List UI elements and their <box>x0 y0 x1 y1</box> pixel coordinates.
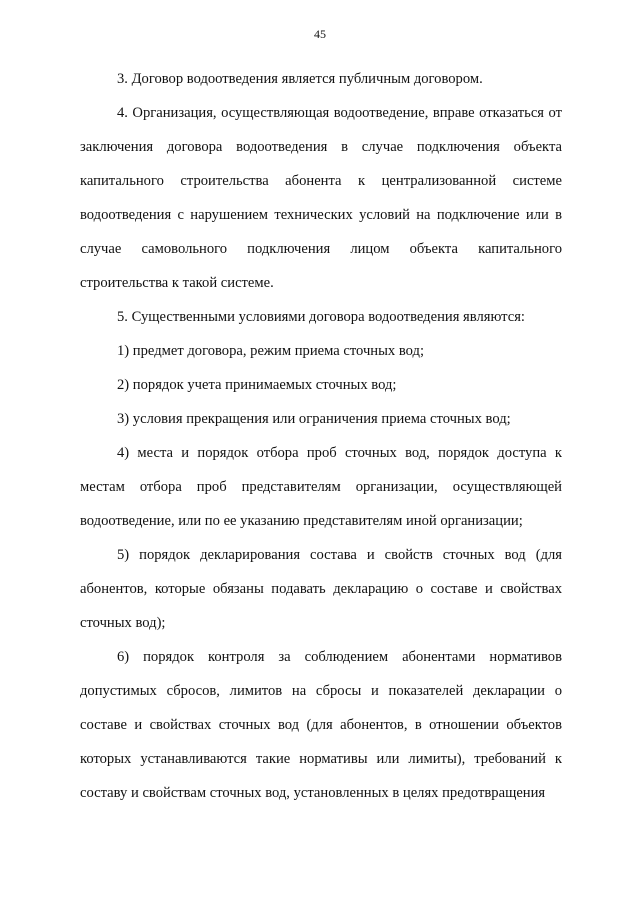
list-item-subject: 1) предмет договора, режим приема сточных вод; <box>117 343 424 359</box>
document-body <box>80 62 562 810</box>
paragraph-essential-conditions: 5. Существенными условиями договора водоотведения являются: <box>117 309 525 325</box>
list-item-declaration: 5) порядок декларирования состава и свойств сточных вод (для абонентов, которые обязаны подавать декларацию о составе и свойствах сточных вод); <box>80 547 562 631</box>
list-item-control: 6) порядок контроля за соблюдением абонентами нормативов допустимых сбросов, лимитов на сбросы и показателей декларации о составе и свойствах сточных вод (для абонентов, в отношении объектов которых устанавливаются такие нормативы или лимиты), требований к составу и свойствам сточных вод, установленных в целях предотвращения <box>80 649 562 801</box>
page-number: 45 <box>314 27 326 41</box>
paragraph-public-contract: 3. Договор водоотведения является публичным договором. <box>117 71 483 87</box>
list-item-sampling: 4) места и порядок отбора проб сточных вод, порядок доступа к местам отбора проб представителям организации, осуществляющей водоотведение, или по ее указанию представителям иной организации; <box>80 445 562 529</box>
paragraph-refusal-right: 4. Организация, осуществляющая водоотведение, вправе отказаться от заключения договора водоотведения в случае подключения объекта капитального строительства абонента к централизованной системе водоотведения с нарушением технических условий на подключение или в случае самовольного подключения лицом объекта капитального строительства к такой системе. <box>80 105 562 291</box>
list-item-termination: 3) условия прекращения или ограничения приема сточных вод; <box>117 411 511 427</box>
list-item-accounting: 2) порядок учета принимаемых сточных вод; <box>117 377 397 393</box>
